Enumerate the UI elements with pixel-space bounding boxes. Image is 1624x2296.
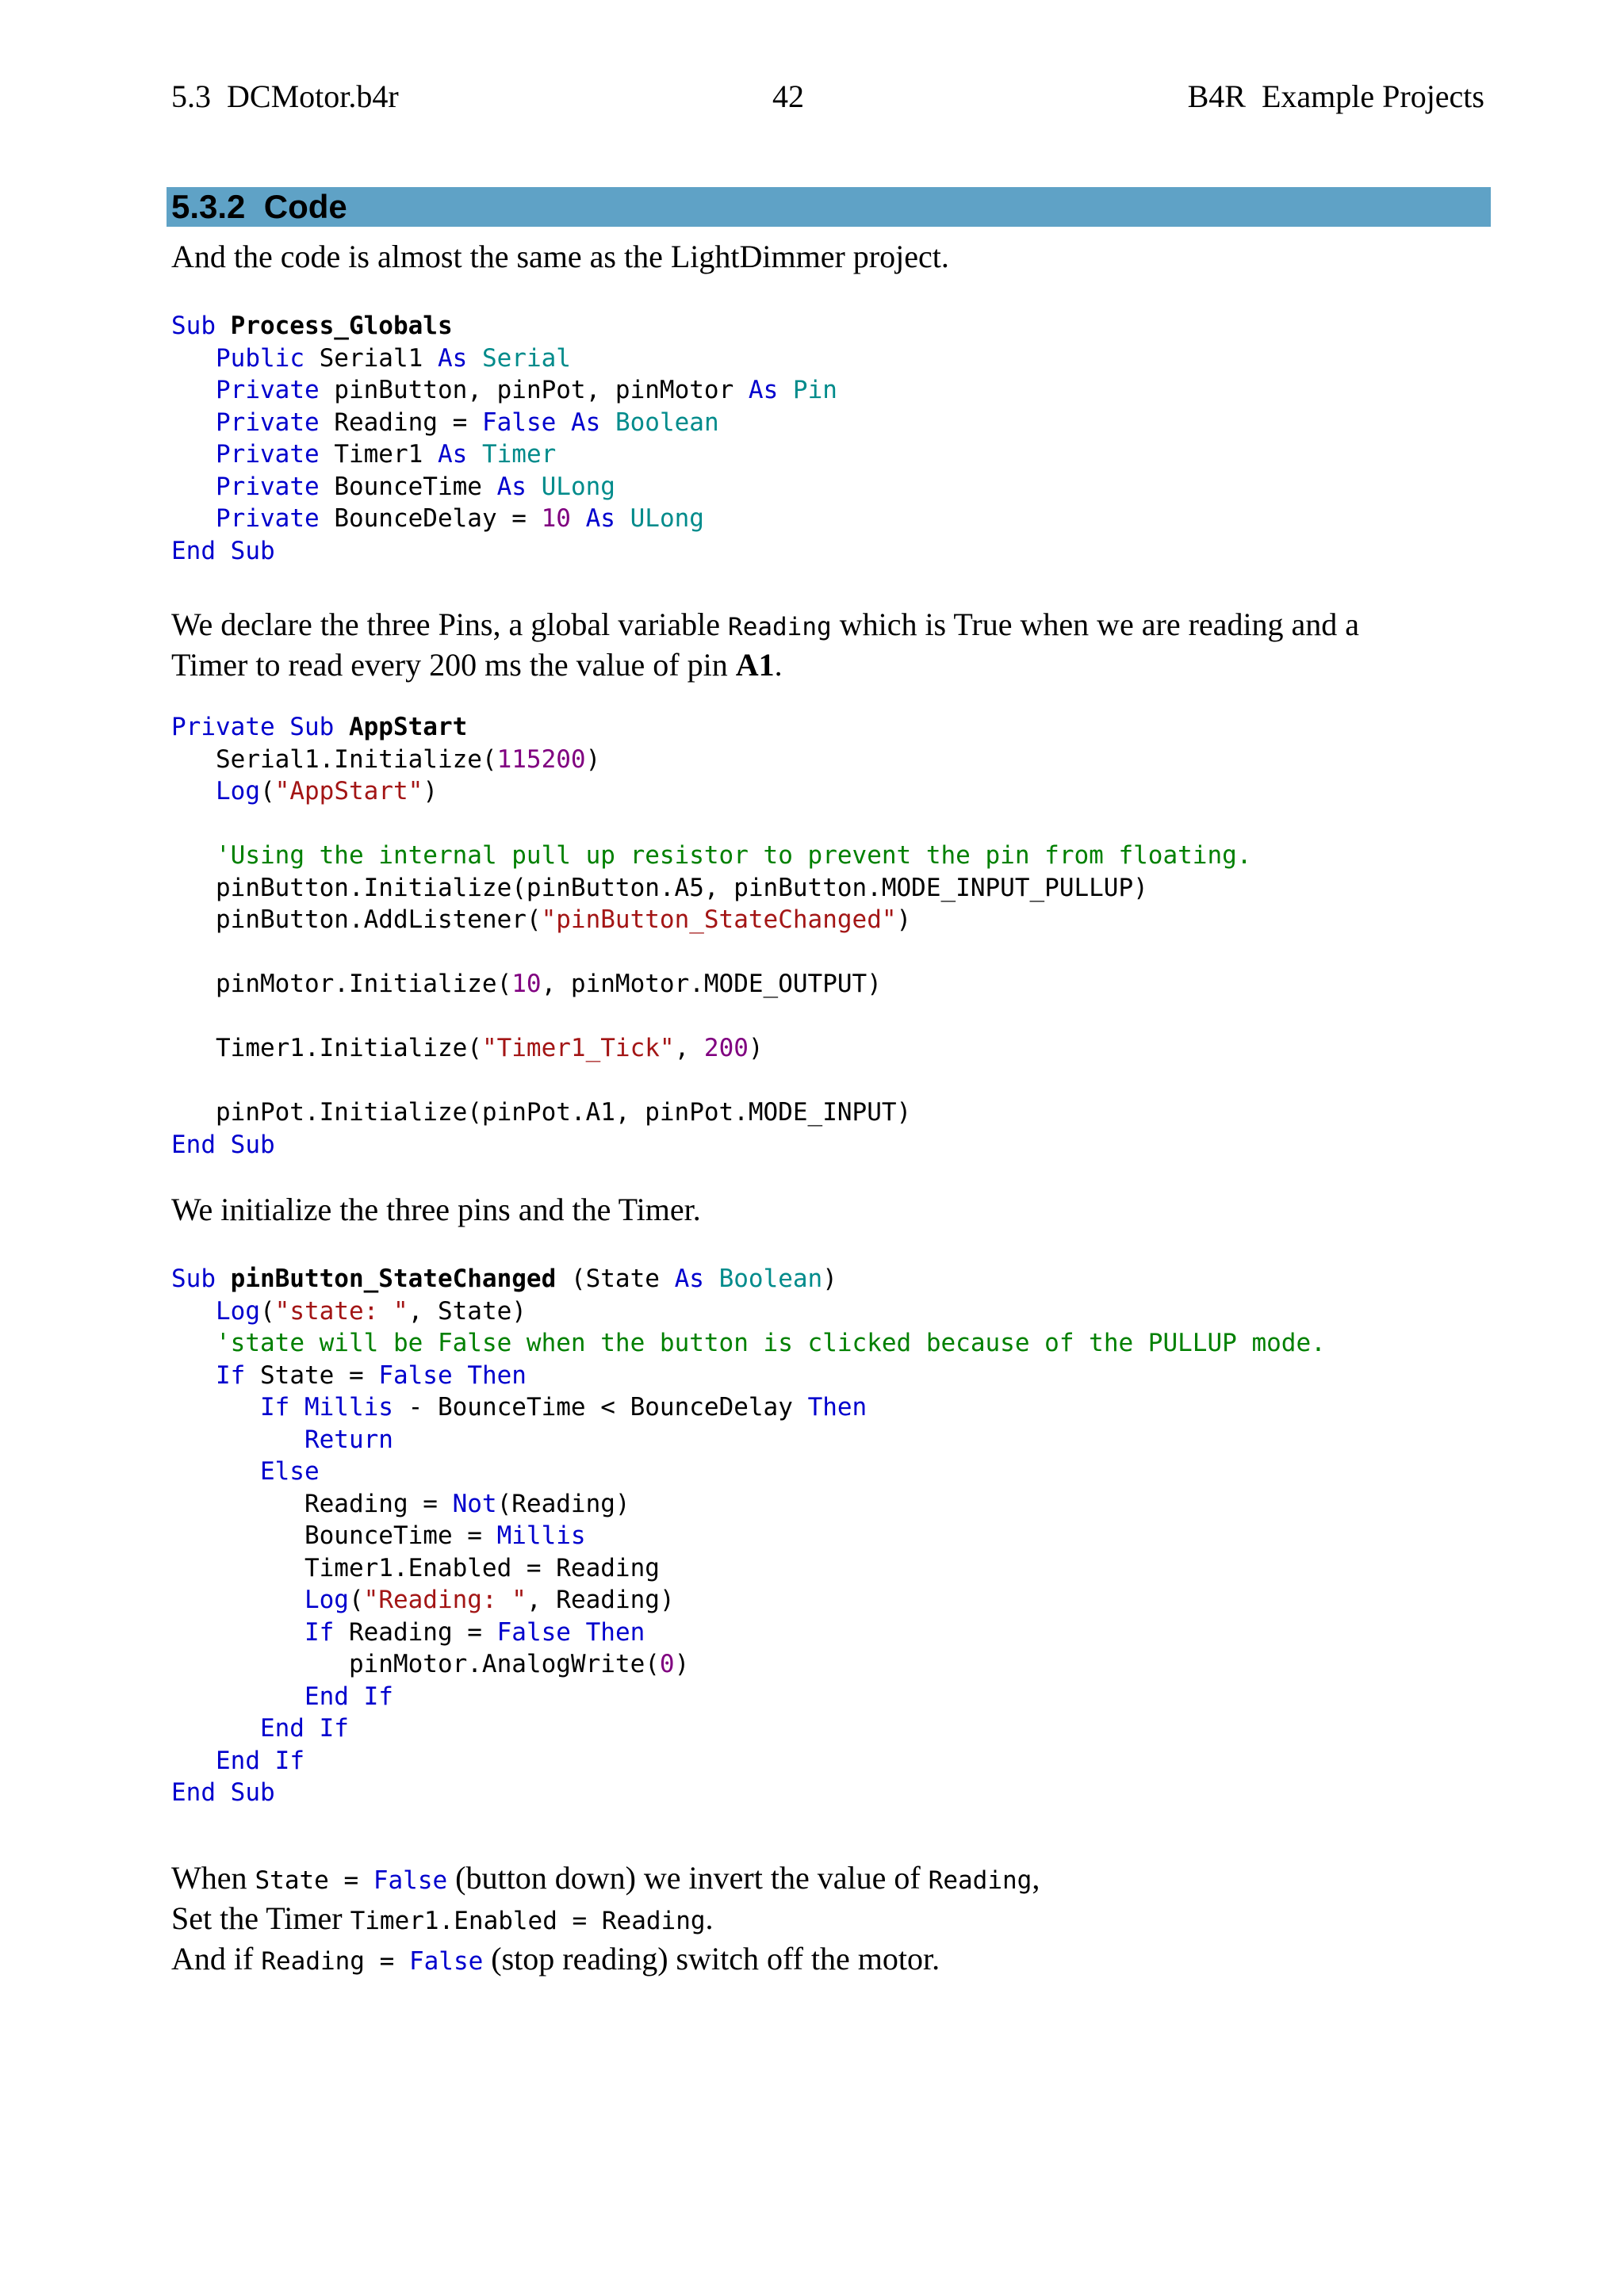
code-line bbox=[171, 438, 1472, 471]
code-line bbox=[171, 775, 1472, 808]
code-token bbox=[171, 1297, 216, 1326]
code-token: BounceDelay = bbox=[319, 504, 542, 533]
code-token bbox=[171, 1714, 260, 1743]
text-run: Set the Timer bbox=[171, 1900, 350, 1936]
globals-explanation bbox=[171, 606, 1472, 684]
code-token: (Reading) bbox=[496, 1489, 630, 1518]
code-token: (State bbox=[556, 1265, 675, 1293]
appstart-explanation: We initialize the three pins and the Timer. bbox=[171, 1192, 701, 1227]
code-token: 115200 bbox=[496, 744, 586, 774]
code-token: Then bbox=[585, 1617, 645, 1647]
code-token: Millis bbox=[304, 1393, 393, 1422]
code-token: pinMotor.AnalogWrite( bbox=[171, 1650, 660, 1678]
code-token: , State) bbox=[408, 1296, 527, 1326]
code-token bbox=[171, 408, 216, 437]
code-token: pinMotor.Initialize( bbox=[171, 970, 512, 998]
code-token: Sub bbox=[171, 312, 231, 340]
code-token: ) bbox=[748, 1034, 764, 1062]
code-token: Boolean bbox=[718, 1265, 823, 1293]
page-number: 42 bbox=[772, 78, 804, 114]
code-token bbox=[704, 1265, 719, 1293]
code-token: False bbox=[496, 1617, 571, 1647]
code-token bbox=[171, 1425, 304, 1454]
code-token: State = bbox=[245, 1360, 379, 1390]
code-token bbox=[171, 473, 216, 501]
intro-paragraph: And the code is almost the same as the LightDimmer project. bbox=[171, 239, 949, 274]
code-token: As bbox=[748, 376, 779, 404]
code-token bbox=[171, 504, 216, 533]
code-token: Return bbox=[304, 1425, 393, 1454]
text-run: When bbox=[171, 1860, 255, 1896]
code-token: End Sub bbox=[171, 536, 275, 565]
code-line bbox=[171, 1520, 1472, 1552]
text-run: (stop reading) switch off the motor. bbox=[483, 1941, 940, 1976]
code-token: Serial bbox=[481, 343, 571, 373]
code-token: As bbox=[585, 504, 615, 533]
code-line bbox=[171, 1745, 1472, 1777]
code-token bbox=[171, 1747, 216, 1775]
code-line bbox=[171, 1681, 1472, 1713]
code-token: "pinButton_StateChanged" bbox=[541, 905, 897, 934]
code-token: ) bbox=[822, 1265, 837, 1293]
code-line bbox=[171, 744, 1472, 776]
code-token: 10 bbox=[541, 504, 571, 533]
code-line bbox=[171, 1327, 1472, 1360]
code-token: False bbox=[481, 408, 557, 437]
code-line bbox=[171, 1032, 1472, 1065]
code-token: False bbox=[378, 1360, 453, 1390]
code-token: ) bbox=[674, 1650, 690, 1678]
code-line bbox=[171, 1488, 1472, 1521]
code-token: Reading = bbox=[334, 1617, 497, 1647]
code-token bbox=[171, 777, 216, 806]
text-run: (button down) we invert the value of bbox=[447, 1860, 929, 1896]
code-line bbox=[171, 1712, 1472, 1745]
code-line bbox=[171, 503, 1472, 535]
pin-name-bold: A1 bbox=[735, 647, 775, 683]
code-token bbox=[171, 1457, 260, 1486]
code-line bbox=[171, 1295, 1472, 1328]
code-token: AppStart bbox=[348, 713, 468, 741]
inline-code: Reading = bbox=[261, 1947, 409, 1976]
code-token: Then bbox=[467, 1360, 527, 1390]
code-token bbox=[571, 504, 586, 533]
code-token: ) bbox=[423, 777, 438, 806]
code-token: Else bbox=[259, 1457, 320, 1486]
code-token bbox=[171, 1361, 216, 1390]
text-run: which is True when we are reading and a bbox=[831, 607, 1360, 642]
code-token: , bbox=[674, 1034, 704, 1062]
code-line bbox=[171, 904, 1472, 936]
code-token: Timer1 bbox=[319, 440, 438, 469]
code-token: As bbox=[437, 440, 468, 469]
code-line bbox=[171, 711, 1472, 744]
code-token: Private bbox=[216, 440, 320, 469]
code-line bbox=[171, 1648, 1472, 1681]
code-token: 0 bbox=[659, 1650, 675, 1678]
code-token: Process_Globals bbox=[230, 312, 453, 340]
code-line bbox=[171, 808, 1472, 840]
code-token: pinButton, pinPot, pinMotor bbox=[319, 376, 749, 404]
code-token: "AppStart" bbox=[274, 777, 423, 806]
code-token: ULong bbox=[630, 504, 704, 533]
inline-code: Timer1.Enabled = Reading bbox=[350, 1907, 706, 1935]
code-token: 'Using the internal pull up resistor to prevent the pin from floating. bbox=[216, 841, 1252, 870]
text-run: Timer to read every 200 ms the value of pin bbox=[171, 647, 736, 683]
code-token bbox=[171, 344, 216, 373]
code-token: , Reading) bbox=[526, 1586, 675, 1614]
code-line bbox=[171, 1584, 1472, 1617]
code-line bbox=[171, 1777, 1472, 1809]
code-line bbox=[171, 1391, 1472, 1424]
code-token: End If bbox=[304, 1682, 393, 1711]
code-token: Log bbox=[216, 1296, 260, 1326]
code-token: pinButton.Initialize(pinButton.A5, pinButton.MODE_INPUT_PULLUP) bbox=[171, 873, 1148, 902]
code-token: Private bbox=[216, 408, 320, 437]
code-token: Millis bbox=[496, 1521, 586, 1550]
statechanged-explanation bbox=[171, 1859, 1472, 1980]
inline-code: Reading bbox=[928, 1866, 1032, 1895]
code-token: Serial1 bbox=[304, 343, 438, 373]
code-token: ( bbox=[260, 777, 275, 806]
code-token: ) bbox=[896, 905, 912, 934]
code-token: Log bbox=[216, 777, 260, 806]
code-block-appstart bbox=[171, 711, 1472, 1161]
code-token: 'state will be False when the button is clicked because of the PULLUP mode. bbox=[216, 1329, 1326, 1357]
code-token: End Sub bbox=[171, 1778, 275, 1807]
code-token: ) bbox=[585, 744, 601, 774]
code-token: Timer1.Initialize( bbox=[171, 1034, 482, 1062]
code-token: - BounceTime < BounceDelay bbox=[393, 1393, 808, 1422]
text-run: , bbox=[1032, 1860, 1040, 1896]
code-token: ( bbox=[348, 1586, 364, 1614]
code-token bbox=[453, 1361, 468, 1390]
code-token: As bbox=[496, 472, 527, 501]
code-token: End If bbox=[216, 1746, 304, 1775]
code-token bbox=[171, 841, 216, 870]
code-line bbox=[171, 407, 1472, 439]
code-token bbox=[467, 344, 482, 373]
text-run: We declare the three Pins, a global variable bbox=[171, 607, 729, 642]
code-token bbox=[571, 1618, 586, 1647]
code-line bbox=[171, 471, 1472, 503]
text-run: . bbox=[705, 1900, 714, 1936]
code-token: pinButton_StateChanged bbox=[230, 1265, 557, 1293]
code-token bbox=[171, 1393, 260, 1422]
code-token: , pinMotor.MODE_OUTPUT) bbox=[541, 970, 882, 998]
inline-code: Reading bbox=[728, 613, 832, 641]
code-token bbox=[171, 440, 216, 469]
code-token: Private bbox=[216, 504, 320, 533]
code-token: 200 bbox=[703, 1034, 749, 1062]
code-token bbox=[289, 1393, 304, 1422]
inline-code: State = bbox=[255, 1866, 373, 1895]
code-block-pinbutton-statechanged bbox=[171, 1263, 1472, 1809]
code-token: Pin bbox=[792, 376, 837, 404]
code-token bbox=[615, 504, 630, 533]
code-line bbox=[171, 1096, 1472, 1129]
code-token: "state: " bbox=[274, 1296, 408, 1326]
code-token: pinPot.Initialize(pinPot.A1, pinPot.MODE_INPUT) bbox=[171, 1098, 912, 1127]
section-heading: 5.3.2 Code bbox=[167, 187, 1491, 227]
code-token: As bbox=[570, 408, 601, 437]
code-token: Sub bbox=[171, 1265, 231, 1293]
code-token: "Reading: " bbox=[363, 1586, 527, 1614]
text-run: And if bbox=[171, 1941, 262, 1976]
code-token bbox=[600, 408, 615, 437]
code-token: Private bbox=[216, 376, 320, 404]
header-section-ref: 5.3 DCMotor.b4r bbox=[171, 78, 399, 114]
code-token: Reading = bbox=[171, 1489, 453, 1518]
code-token: 10 bbox=[511, 970, 542, 998]
code-block-process-globals bbox=[171, 310, 1472, 567]
code-token bbox=[171, 376, 216, 404]
code-token: Timer1.Enabled = Reading bbox=[171, 1553, 660, 1582]
code-token bbox=[778, 376, 793, 404]
code-token: As bbox=[437, 343, 468, 373]
code-line bbox=[171, 872, 1472, 905]
code-token: Private Sub bbox=[171, 713, 349, 741]
code-token bbox=[171, 1329, 216, 1357]
code-token: Timer bbox=[481, 440, 557, 469]
code-token bbox=[171, 1618, 304, 1647]
code-token: Private bbox=[216, 472, 320, 501]
text-run: . bbox=[774, 647, 783, 683]
code-token bbox=[467, 440, 482, 469]
code-token: pinButton.AddListener( bbox=[171, 905, 542, 934]
code-token: Not bbox=[452, 1489, 497, 1518]
inline-code-keyword: False bbox=[373, 1866, 448, 1895]
code-token: BounceTime = bbox=[171, 1521, 497, 1550]
code-token: Serial1.Initialize( bbox=[171, 744, 497, 774]
code-token: Then bbox=[807, 1393, 868, 1422]
code-token: ULong bbox=[541, 472, 615, 501]
code-token: Public bbox=[216, 343, 304, 373]
code-token: Boolean bbox=[615, 408, 719, 437]
code-token: Log bbox=[304, 1586, 349, 1614]
code-line bbox=[171, 936, 1472, 969]
code-line bbox=[171, 1360, 1472, 1392]
inline-code-keyword: False bbox=[408, 1947, 484, 1976]
code-token: As bbox=[674, 1265, 704, 1293]
code-token: If bbox=[216, 1360, 246, 1390]
code-token bbox=[171, 1586, 304, 1614]
code-line bbox=[171, 1129, 1472, 1161]
code-line bbox=[171, 1065, 1472, 1097]
code-token: "Timer1_Tick" bbox=[481, 1034, 675, 1062]
code-line bbox=[171, 342, 1472, 375]
code-line bbox=[171, 1456, 1472, 1488]
code-token: End If bbox=[259, 1714, 349, 1743]
code-line bbox=[171, 1001, 1472, 1033]
code-line bbox=[171, 1263, 1472, 1295]
code-token bbox=[527, 473, 542, 501]
code-token: ( bbox=[260, 1296, 275, 1326]
code-line bbox=[171, 1617, 1472, 1649]
code-line bbox=[171, 374, 1472, 407]
code-token bbox=[171, 1682, 304, 1711]
code-line bbox=[171, 1552, 1472, 1585]
code-token: If bbox=[259, 1393, 290, 1422]
code-line bbox=[171, 535, 1472, 568]
code-line bbox=[171, 310, 1472, 342]
code-token: Reading = bbox=[319, 408, 482, 437]
header-book-title: B4R Example Projects bbox=[1187, 78, 1484, 114]
code-token: If bbox=[304, 1617, 335, 1647]
code-token: End Sub bbox=[171, 1130, 275, 1159]
code-line bbox=[171, 968, 1472, 1001]
code-token bbox=[556, 408, 571, 437]
code-line bbox=[171, 1424, 1472, 1456]
code-token: BounceTime bbox=[319, 472, 497, 501]
code-line bbox=[171, 840, 1472, 872]
